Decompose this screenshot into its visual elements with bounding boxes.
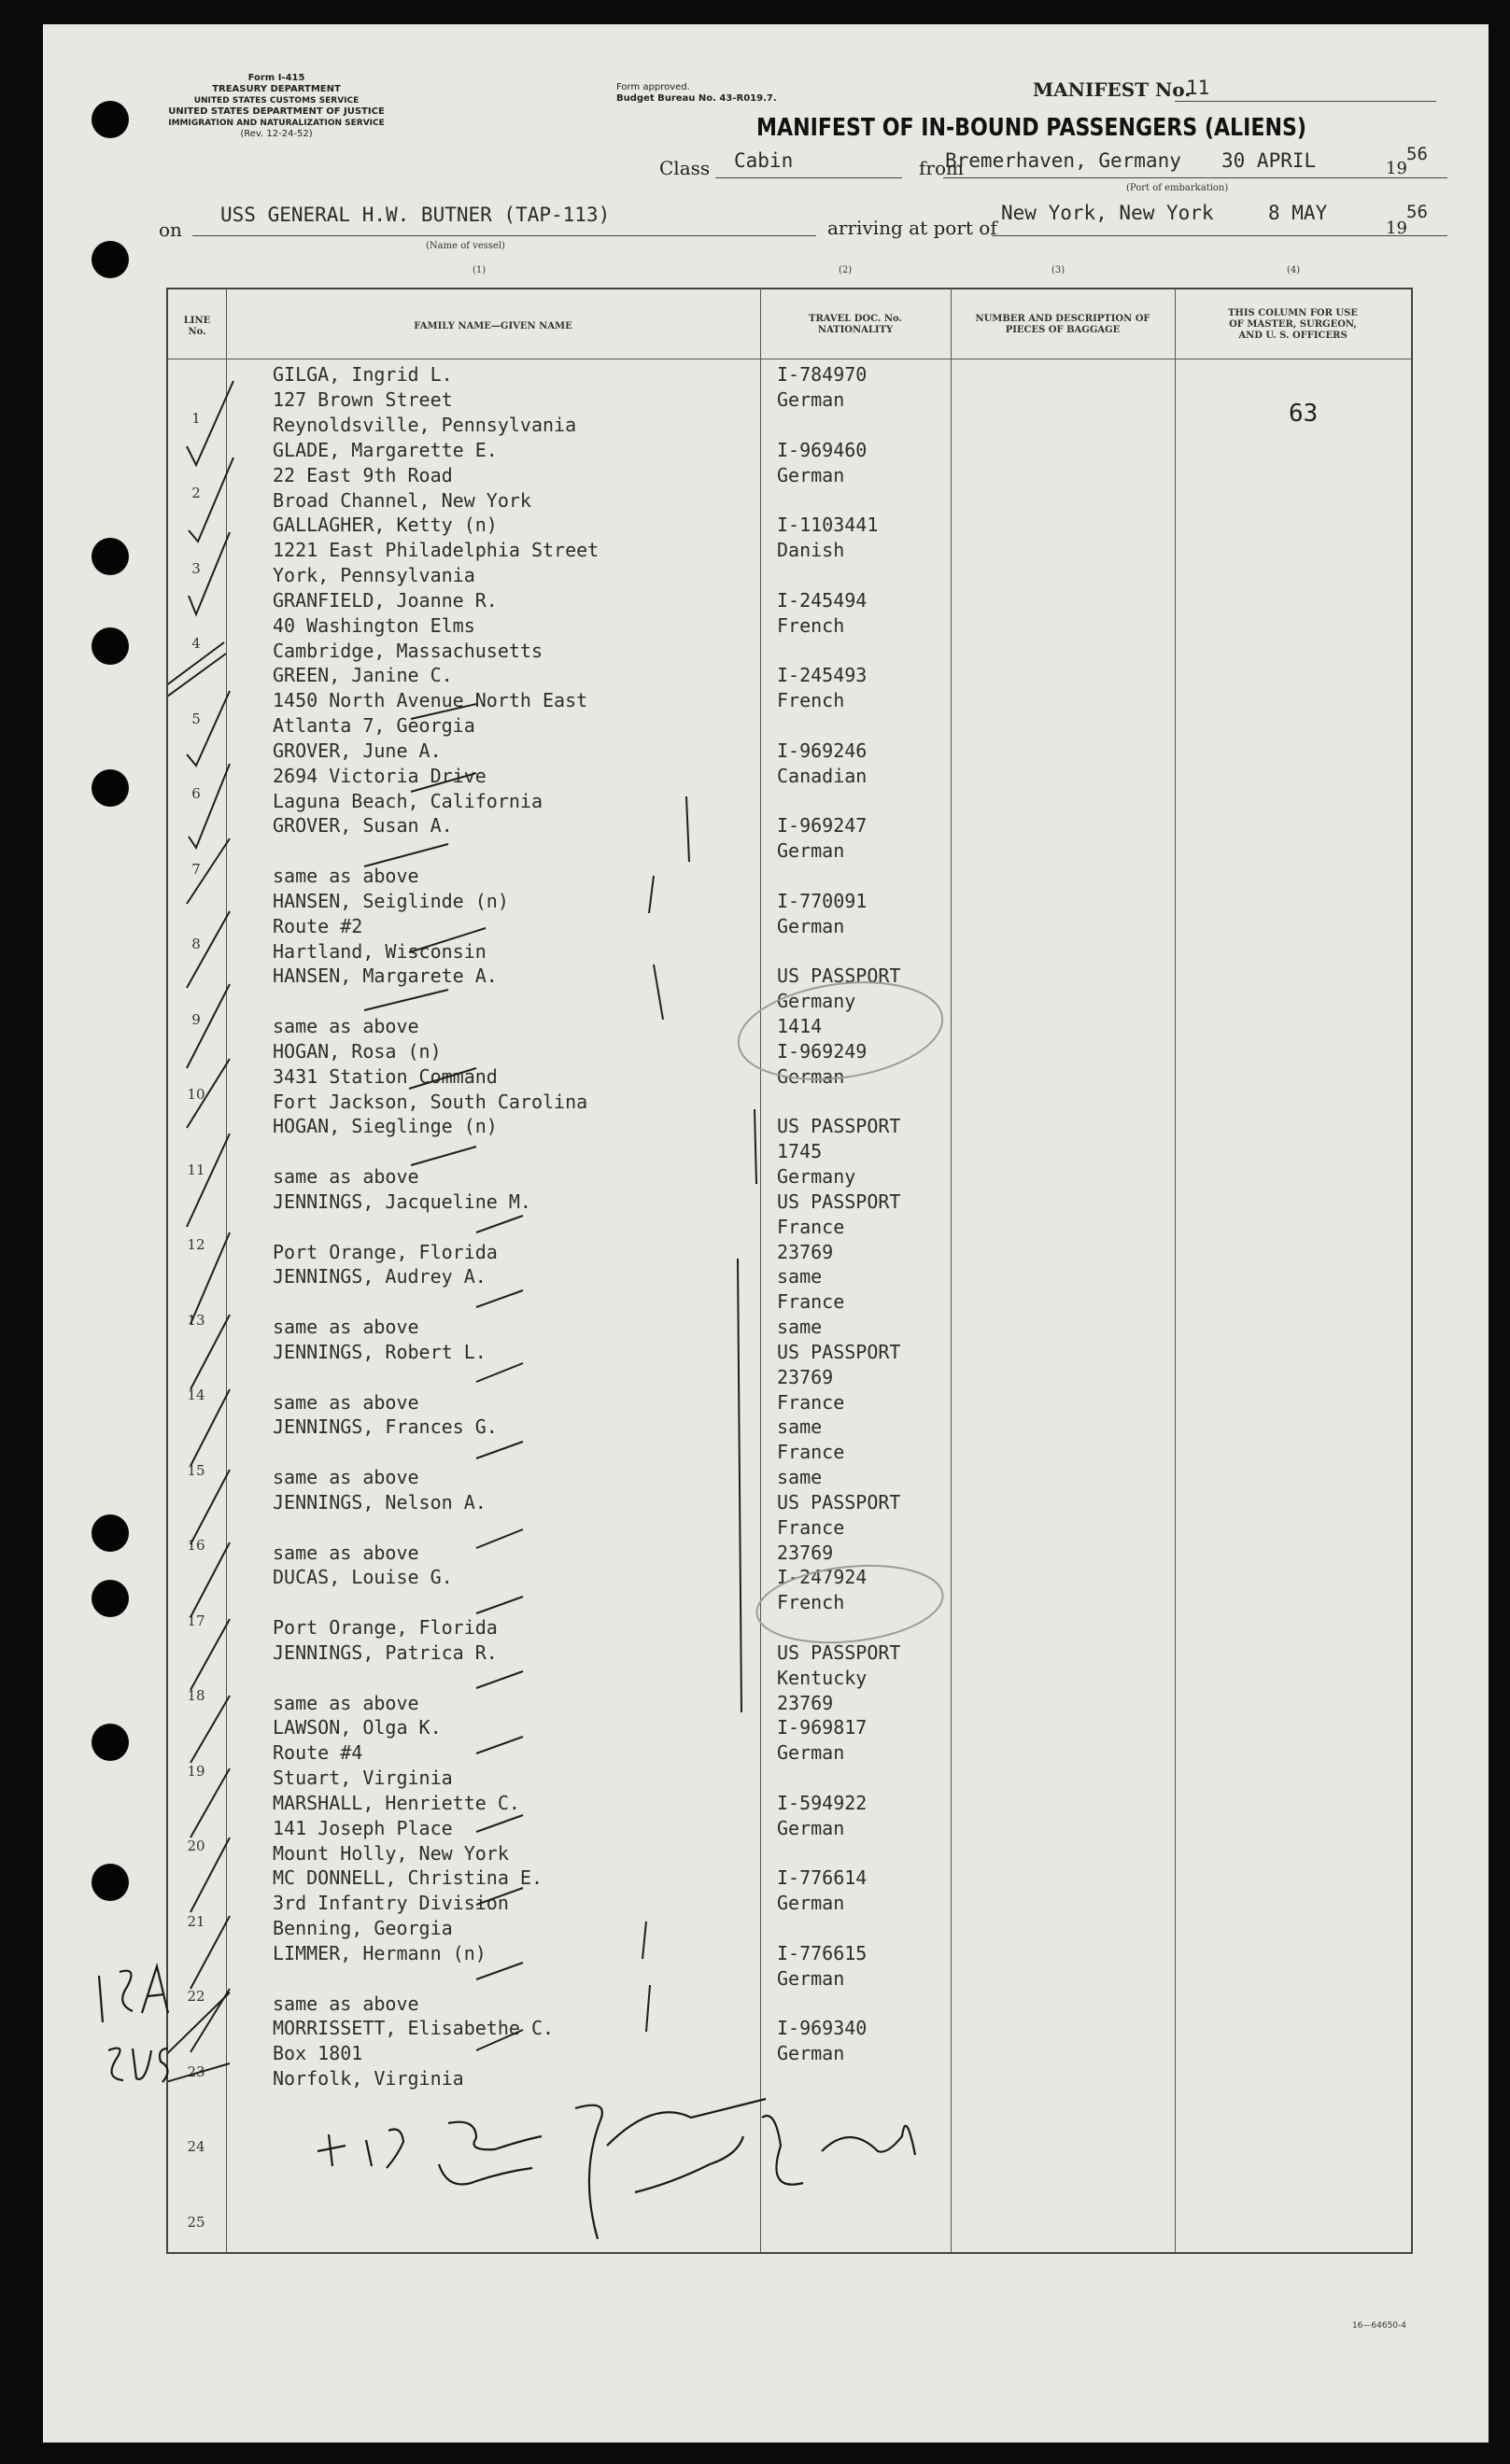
nationality: French bbox=[777, 1591, 845, 1613]
travel-doc-number: I-245493 bbox=[777, 664, 868, 686]
pen-dash bbox=[476, 2030, 523, 2050]
margin-stroke bbox=[160, 2049, 168, 2082]
arriving-label: arriving at port of bbox=[827, 217, 997, 239]
class-value: Cabin bbox=[734, 149, 794, 172]
pen-dash bbox=[476, 1363, 523, 1382]
manifest-table bbox=[166, 288, 1413, 2254]
nationality: German bbox=[777, 1892, 845, 1914]
check-mark bbox=[187, 911, 230, 988]
check-mark bbox=[191, 1315, 230, 1389]
pen-stroke bbox=[649, 876, 654, 913]
arrival-underline bbox=[992, 235, 1447, 236]
column-number: (2) bbox=[839, 265, 853, 275]
from-label: from bbox=[919, 157, 964, 179]
nationality: German bbox=[777, 463, 845, 486]
vessel-name: USS GENERAL H.W. BUTNER (TAP-113) bbox=[220, 204, 611, 226]
line-number: 19 bbox=[187, 1762, 205, 1780]
nationality: French bbox=[777, 613, 845, 637]
line-number: 18 bbox=[187, 1687, 205, 1704]
passenger-name: MC DONNELL, Christina E. bbox=[273, 1866, 543, 1889]
passenger-address: Port Orange, Florida bbox=[273, 1240, 498, 1263]
pen-stroke bbox=[755, 1109, 756, 1184]
signature-stroke bbox=[762, 2116, 803, 2185]
passenger-address: Route #2 bbox=[273, 914, 363, 937]
line-number: 23 bbox=[187, 2063, 205, 2080]
passenger-name: GREEN, Janine C. bbox=[273, 664, 453, 686]
margin-stroke bbox=[108, 2049, 123, 2080]
nationality: France bbox=[777, 1515, 845, 1539]
nationality: France bbox=[777, 1441, 845, 1463]
passenger-address: Hartland, Wisconsin bbox=[273, 939, 487, 963]
pen-dash bbox=[476, 1671, 523, 1688]
passenger-address: Broad Channel, New York bbox=[273, 488, 531, 512]
passenger-address: 3rd Infantry Division bbox=[273, 1892, 509, 1914]
column-header-text: AND U. S. OFFICERS bbox=[1238, 331, 1348, 341]
column-number: (3) bbox=[1051, 265, 1065, 275]
check-mark bbox=[191, 1837, 230, 1912]
form-info-line: Form I-415 bbox=[247, 73, 305, 83]
check-mark bbox=[187, 381, 233, 465]
passenger-address: same as above bbox=[273, 1691, 419, 1714]
passenger-name: MARSHALL, Henriette C. bbox=[273, 1791, 520, 1814]
arrival-year-prefix: 19 bbox=[1386, 218, 1407, 238]
vessel-caption: (Name of vessel) bbox=[426, 241, 505, 251]
stamp-ovals bbox=[732, 970, 949, 1651]
signature-stroke bbox=[575, 2105, 602, 2239]
line-number: 13 bbox=[187, 1311, 205, 1329]
nationality: Kentucky bbox=[777, 1666, 868, 1689]
signature-stroke bbox=[635, 2136, 743, 2192]
passenger-address: same as above bbox=[273, 1015, 419, 1037]
passenger-name: GROVER, Susan A. bbox=[273, 814, 453, 837]
check-marks bbox=[168, 381, 756, 2090]
travel-doc-number: US PASSPORT bbox=[777, 1640, 901, 1664]
line-number: 21 bbox=[187, 1912, 205, 1930]
check-mark bbox=[191, 1232, 230, 1324]
passenger-name: JENNINGS, Robert L. bbox=[273, 1340, 487, 1363]
passenger-name: DUCAS, Louise G. bbox=[273, 1566, 453, 1588]
manifest-number-label: MANIFEST No. bbox=[1033, 78, 1192, 101]
passenger-name: GALLAGHER, Ketty (n) bbox=[273, 514, 498, 536]
line-number: 8 bbox=[191, 936, 201, 952]
line-number: 7 bbox=[191, 860, 201, 878]
line-number: 25 bbox=[187, 2213, 205, 2231]
nationality: 23769 bbox=[777, 1691, 834, 1714]
check-mark bbox=[187, 691, 230, 766]
stamp-oval bbox=[753, 1557, 946, 1651]
form-approved-line: Budget Bureau No. 43-R019.7. bbox=[616, 93, 777, 104]
passenger-name: HANSEN, Margarete A. bbox=[273, 964, 498, 987]
passenger-name: JENNINGS, Frances G. bbox=[273, 1415, 498, 1438]
nationality: Germany bbox=[777, 1165, 856, 1188]
on-label: on bbox=[159, 218, 182, 241]
passenger-name: HOGAN, Sieglinge (n) bbox=[273, 1115, 498, 1137]
passenger-address: Route #4 bbox=[273, 1741, 363, 1764]
check-mark bbox=[168, 654, 226, 704]
travel-doc-number: I-776614 bbox=[777, 1866, 868, 1889]
travel-doc-number: US PASSPORT bbox=[777, 1490, 901, 1514]
pen-dash bbox=[411, 773, 476, 792]
punch-hole bbox=[92, 627, 129, 665]
nationality: 1745 bbox=[777, 1140, 823, 1162]
line-number: 16 bbox=[187, 1537, 205, 1554]
passenger-address: Norfolk, Virginia bbox=[273, 2067, 464, 2090]
passenger-address: 22 East 9th Road bbox=[273, 463, 453, 486]
pen-dash bbox=[411, 1147, 476, 1165]
column-number: (1) bbox=[473, 265, 487, 275]
signature-stroke bbox=[822, 2126, 915, 2155]
column-header-text: TRAVEL DOC. No. bbox=[809, 314, 902, 324]
form-info-line: (Rev. 12-24-52) bbox=[240, 129, 313, 139]
nationality: German bbox=[777, 1966, 845, 1990]
punch-hole bbox=[92, 1724, 129, 1761]
signature-stroke bbox=[448, 2122, 542, 2150]
pen-dash bbox=[364, 844, 448, 866]
nationality: German bbox=[777, 2042, 845, 2064]
travel-doc-number: same bbox=[777, 1265, 823, 1288]
check-mark bbox=[191, 1768, 230, 1837]
form-info-line: UNITED STATES CUSTOMS SERVICE bbox=[193, 96, 360, 106]
travel-doc-number: same bbox=[777, 1415, 823, 1438]
punch-hole bbox=[92, 1864, 129, 1901]
check-mark bbox=[191, 1389, 230, 1466]
travel-doc-number: I-969246 bbox=[777, 739, 868, 762]
pen-dash bbox=[476, 1815, 523, 1832]
manifest-number-underline bbox=[1175, 101, 1436, 102]
nationality: German bbox=[777, 388, 845, 411]
pen-dash bbox=[476, 1529, 523, 1548]
margin-stroke bbox=[120, 1971, 133, 2011]
passenger-name: MORRISSETT, Elisabethe C. bbox=[273, 2017, 555, 2039]
officer-note: 63 bbox=[1289, 400, 1319, 428]
line-number: 20 bbox=[187, 1837, 205, 1854]
travel-doc-number: I-594922 bbox=[777, 1791, 868, 1814]
nationality: Canadian bbox=[777, 764, 868, 787]
check-mark bbox=[187, 1133, 230, 1227]
line-number: 5 bbox=[191, 710, 201, 727]
column-number: (4) bbox=[1287, 265, 1301, 275]
column-header-text: No. bbox=[188, 327, 206, 337]
embarkation-port: Bremerhaven, Germany bbox=[945, 149, 1181, 172]
passenger-address: Benning, Georgia bbox=[273, 1917, 453, 1939]
line-number: 14 bbox=[187, 1387, 205, 1403]
passenger-address: same as above bbox=[273, 1390, 419, 1414]
nationality: German bbox=[777, 1064, 845, 1088]
passenger-address: 2694 Victoria Drive bbox=[273, 764, 487, 787]
passenger-address: Reynoldsville, Pennsylvania bbox=[273, 414, 577, 436]
margin-stroke bbox=[142, 1966, 168, 2013]
pen-dash bbox=[476, 1442, 523, 1458]
check-mark bbox=[187, 984, 230, 1068]
line-number: 12 bbox=[187, 1236, 205, 1253]
passenger-name: HANSEN, Seiglinde (n) bbox=[273, 889, 509, 912]
stamp-oval bbox=[732, 970, 949, 1091]
check-mark bbox=[187, 1059, 230, 1128]
nationality: same bbox=[777, 1316, 823, 1338]
passenger-name: JENNINGS, Jacqueline M. bbox=[273, 1190, 531, 1213]
pen-dash bbox=[476, 1737, 523, 1753]
page-title: MANIFEST OF IN-BOUND PASSENGERS (ALIENS) bbox=[756, 114, 1306, 142]
passenger-name: LAWSON, Olga K. bbox=[273, 1716, 442, 1739]
passenger-name: GLADE, Margarette E. bbox=[273, 438, 498, 461]
nationality: 23769 bbox=[777, 1365, 834, 1388]
line-number: 22 bbox=[187, 1988, 205, 2005]
form-code: 16—64650-4 bbox=[1351, 2321, 1406, 2330]
passenger-address: same as above bbox=[273, 1992, 419, 2015]
line-number: 15 bbox=[187, 1461, 205, 1479]
check-mark bbox=[191, 1619, 230, 1690]
passenger-name: GRANFIELD, Joanne R. bbox=[273, 588, 498, 612]
passenger-address: Cambridge, Massachusetts bbox=[273, 639, 543, 662]
passenger-address: same as above bbox=[273, 1316, 419, 1338]
passenger-address: Fort Jackson, South Carolina bbox=[273, 1090, 588, 1113]
signature-stroke bbox=[366, 2140, 372, 2166]
form-info bbox=[155, 73, 398, 140]
pen-stroke bbox=[686, 796, 689, 862]
line-number: 4 bbox=[191, 635, 201, 652]
punch-hole bbox=[92, 769, 129, 807]
passenger-address: Atlanta 7, Georgia bbox=[273, 714, 475, 737]
form-approved bbox=[616, 82, 777, 105]
pen-dash bbox=[476, 1597, 523, 1613]
passenger-name: JENNINGS, Patrica R. bbox=[273, 1640, 498, 1664]
form-info-line: IMMIGRATION AND NATURALIZATION SERVICE bbox=[168, 119, 385, 128]
punch-hole bbox=[92, 1514, 129, 1552]
margin-note bbox=[71, 1938, 202, 2144]
travel-doc-number: I-969340 bbox=[777, 2017, 868, 2039]
passenger-address: Box 1801 bbox=[273, 2042, 363, 2064]
line-number: 10 bbox=[187, 1086, 205, 1103]
passenger-address: Laguna Beach, California bbox=[273, 789, 543, 812]
manifest-number: 11 bbox=[1186, 77, 1210, 99]
form-info-line: UNITED STATES DEPARTMENT OF JUSTICE bbox=[168, 106, 385, 117]
nationality: German bbox=[777, 839, 845, 862]
check-mark bbox=[189, 458, 233, 542]
punch-hole bbox=[92, 241, 129, 278]
pen-dash bbox=[476, 1888, 523, 1905]
passenger-address: 1450 North Avenue North East bbox=[273, 689, 588, 711]
line-number: 6 bbox=[191, 785, 201, 802]
bottom-signature bbox=[318, 2099, 915, 2239]
margin-stroke bbox=[133, 2049, 151, 2079]
passenger-address: Port Orange, Florida bbox=[273, 1616, 498, 1639]
column-header-text: PIECES OF BAGGAGE bbox=[1005, 325, 1121, 335]
column-header-text: NUMBER AND DESCRIPTION OF bbox=[975, 314, 1150, 324]
line-number: 17 bbox=[187, 1612, 205, 1629]
margin-stroke bbox=[99, 1976, 103, 2022]
check-mark bbox=[191, 1470, 230, 1544]
pen-dash bbox=[476, 1963, 523, 1979]
column-header-text: OF MASTER, SURGEON, bbox=[1229, 319, 1357, 330]
nationality: same bbox=[777, 1466, 823, 1488]
travel-doc-number: I-969817 bbox=[777, 1716, 868, 1739]
line-number: 24 bbox=[187, 2138, 205, 2155]
column-header-text: NATIONALITY bbox=[817, 325, 894, 335]
passenger-address: 40 Washington Elms bbox=[273, 613, 475, 637]
pen-dash bbox=[364, 990, 448, 1010]
manifest-page bbox=[43, 24, 1489, 2443]
passenger-address: same as above bbox=[273, 1541, 419, 1564]
line-number: 9 bbox=[191, 1010, 201, 1028]
travel-doc-number: I-784970 bbox=[777, 363, 868, 386]
year-suffix: 56 bbox=[1406, 144, 1428, 164]
pen-dash bbox=[476, 1216, 523, 1232]
year-prefix: 19 bbox=[1386, 159, 1407, 178]
signature-stroke bbox=[439, 2164, 532, 2184]
passenger-address: Mount Holly, New York bbox=[273, 1841, 509, 1865]
nationality: 23769 bbox=[777, 1541, 834, 1564]
passenger-address: 141 Joseph Place bbox=[273, 1816, 453, 1839]
punch-hole bbox=[92, 538, 129, 575]
nationality: French bbox=[777, 689, 845, 711]
form-info-line: TREASURY DEPARTMENT bbox=[212, 84, 341, 94]
travel-doc-number: US PASSPORT bbox=[777, 964, 901, 987]
passenger-name: LIMMER, Hermann (n) bbox=[273, 1941, 487, 1964]
pen-dash bbox=[411, 704, 476, 719]
nationality: France bbox=[777, 1215, 845, 1238]
check-mark bbox=[187, 838, 230, 904]
check-mark bbox=[191, 1696, 230, 1763]
pen-dash bbox=[476, 1290, 523, 1307]
nationality: 23769 bbox=[777, 1240, 834, 1263]
column-header-text: LINE bbox=[183, 316, 211, 326]
travel-doc-number: I-245494 bbox=[777, 588, 868, 612]
class-underline bbox=[715, 177, 902, 178]
vessel-underline bbox=[192, 235, 816, 236]
pen-dash bbox=[409, 928, 486, 952]
embarkation-date: 30 APRIL bbox=[1221, 149, 1317, 172]
check-mark bbox=[168, 642, 224, 691]
travel-doc-number: I-1103441 bbox=[777, 514, 879, 536]
passenger-name: GILGA, Ingrid L. bbox=[273, 363, 453, 386]
passenger-address: 3431 Station Command bbox=[273, 1064, 498, 1088]
passenger-name: JENNINGS, Nelson A. bbox=[273, 1490, 487, 1514]
arrival-date: 8 MAY bbox=[1268, 202, 1328, 224]
port-of-embarkation-caption: (Port of embarkation) bbox=[1126, 183, 1229, 193]
pen-dash bbox=[409, 1068, 476, 1089]
nationality: German bbox=[777, 914, 845, 937]
pen-stroke bbox=[642, 1922, 646, 1959]
handwritten-marks bbox=[168, 288, 1411, 2252]
travel-doc-number: US PASSPORT bbox=[777, 1340, 901, 1363]
travel-doc-number: I-776615 bbox=[777, 1941, 868, 1964]
class-label: Class bbox=[659, 157, 711, 179]
line-number: 2 bbox=[191, 485, 201, 501]
arrival-port: New York, New York bbox=[1001, 202, 1214, 224]
column-header-text: THIS COLUMN FOR USE bbox=[1227, 308, 1358, 318]
passenger-name: JENNINGS, Audrey A. bbox=[273, 1265, 487, 1288]
signature-stroke bbox=[387, 2130, 403, 2169]
nationality: France bbox=[777, 1290, 845, 1313]
passenger-address: same as above bbox=[273, 1165, 419, 1188]
pen-stroke bbox=[646, 1985, 650, 2032]
travel-doc-number: I-247924 bbox=[777, 1566, 868, 1588]
form-approved-line: Form approved. bbox=[616, 82, 690, 92]
travel-doc-number: US PASSPORT bbox=[777, 1115, 901, 1137]
column-header-name: FAMILY NAME—GIVEN NAME bbox=[414, 321, 572, 331]
nationality: Danish bbox=[777, 539, 845, 561]
travel-doc-number: I-969460 bbox=[777, 438, 868, 461]
passenger-address: 127 Brown Street bbox=[273, 388, 453, 411]
from-underline bbox=[943, 177, 1447, 178]
punch-hole bbox=[92, 101, 129, 138]
passenger-name: GROVER, June A. bbox=[273, 739, 442, 762]
pen-stroke bbox=[738, 1259, 741, 1712]
nationality: German bbox=[777, 1816, 845, 1839]
nationality: France bbox=[777, 1390, 845, 1414]
passenger-address: York, Pennsylvania bbox=[273, 564, 475, 586]
travel-doc-number: I-770091 bbox=[777, 889, 868, 912]
pen-stroke bbox=[654, 964, 663, 1020]
travel-doc-number: US PASSPORT bbox=[777, 1190, 901, 1213]
nationality: German bbox=[777, 1741, 845, 1764]
check-mark bbox=[189, 764, 230, 848]
line-number: 3 bbox=[191, 559, 201, 577]
passenger-address: Stuart, Virginia bbox=[273, 1767, 453, 1789]
line-number: 11 bbox=[187, 1161, 205, 1178]
arrival-year-suffix: 56 bbox=[1406, 202, 1428, 222]
signature-stroke bbox=[318, 2134, 346, 2166]
travel-doc-number: I-969247 bbox=[777, 814, 868, 837]
line-number: 1 bbox=[191, 409, 201, 427]
passenger-address: 1221 East Philadelphia Street bbox=[273, 539, 600, 561]
check-mark bbox=[189, 532, 230, 614]
passenger-address: same as above bbox=[273, 865, 419, 887]
check-mark bbox=[191, 1542, 230, 1617]
passenger-name: HOGAN, Rosa (n) bbox=[273, 1039, 442, 1063]
punch-hole bbox=[92, 1580, 129, 1617]
passenger-address: same as above bbox=[273, 1466, 419, 1488]
travel-doc-number: I-969249 bbox=[777, 1039, 868, 1063]
nationality: 1414 bbox=[777, 1015, 823, 1037]
nationality: Germany bbox=[777, 990, 856, 1012]
